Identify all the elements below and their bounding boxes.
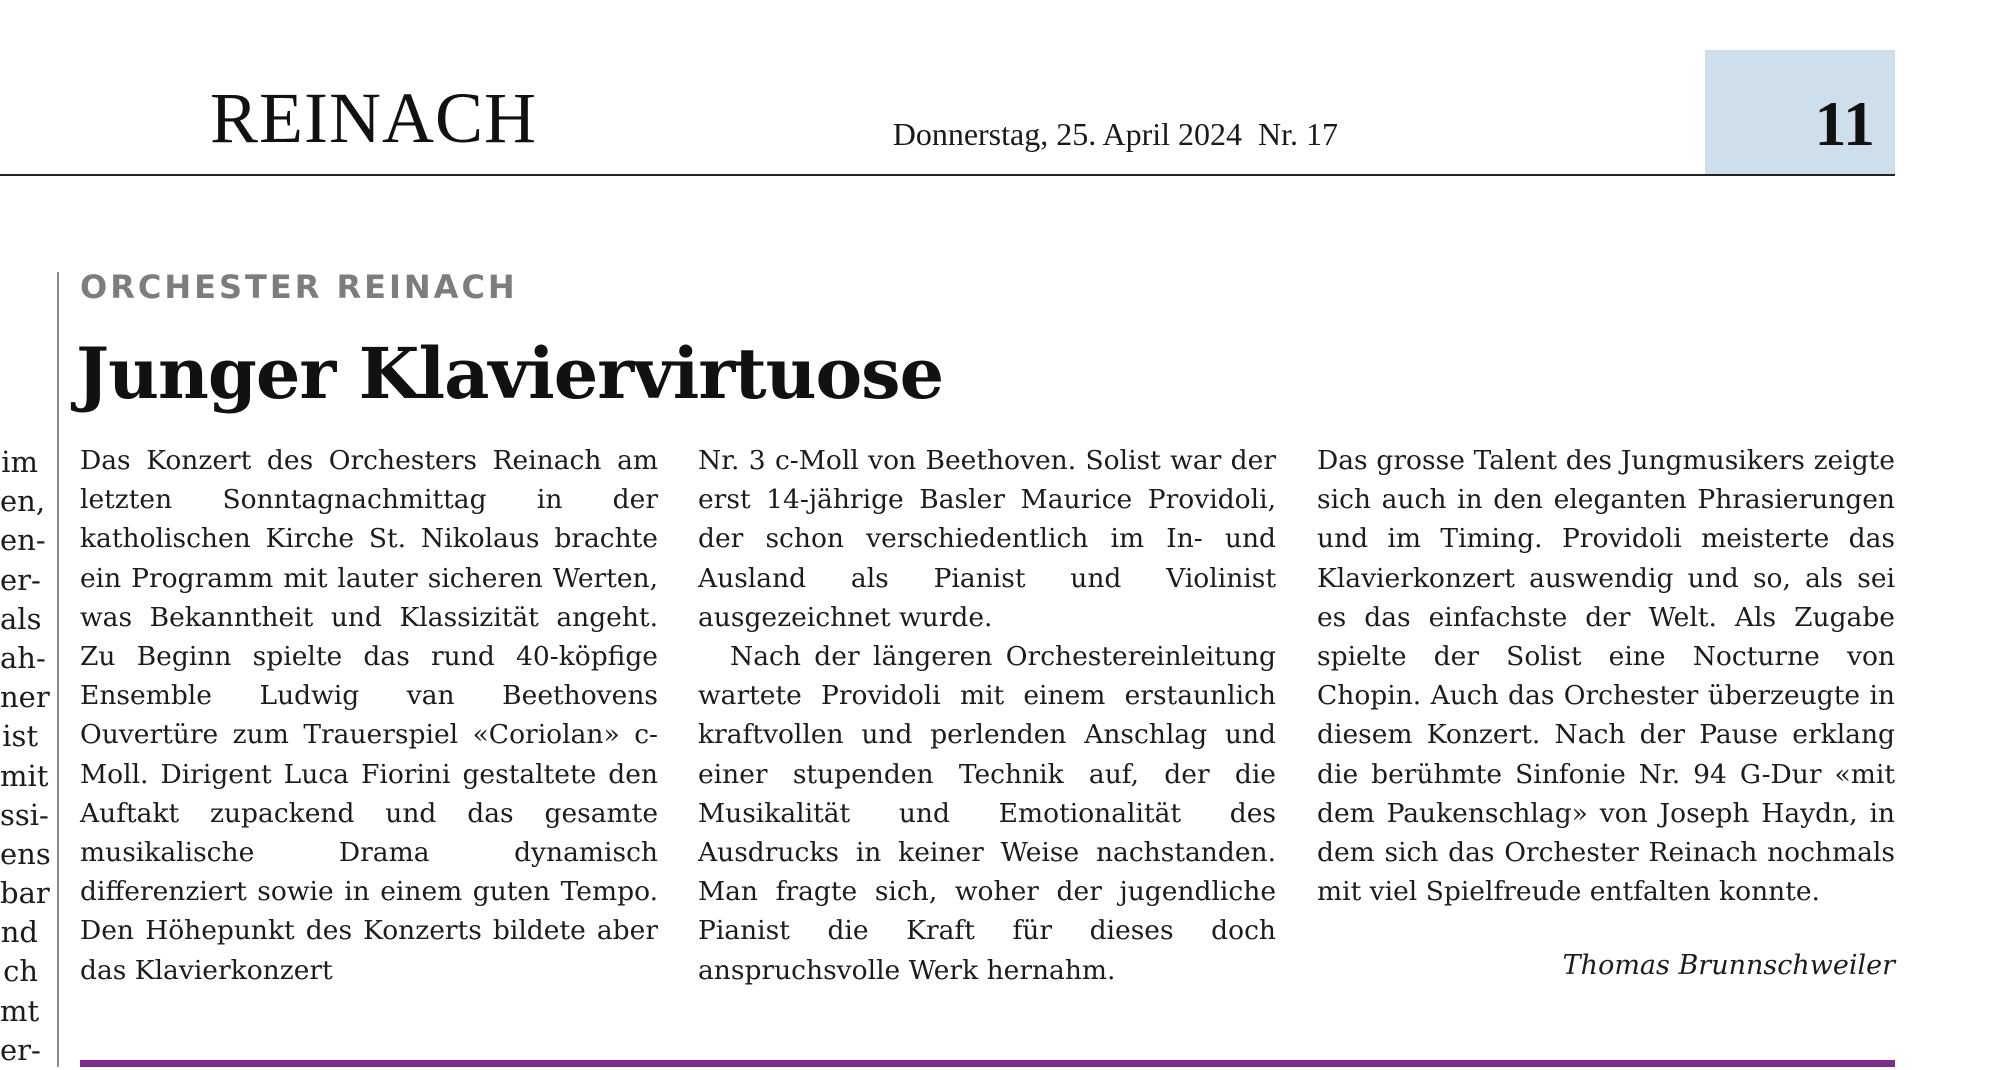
- previous-article-fragment: ist: [2, 719, 38, 754]
- previous-article-fragment: im: [1, 445, 38, 479]
- previous-article-fragment: ner: [0, 680, 50, 715]
- page-number-box: [1705, 50, 1895, 175]
- previous-article-fragment: bar: [0, 876, 50, 911]
- author-byline: Thomas Brunnschweiler: [1562, 950, 1895, 981]
- previous-article-fragment: ens: [0, 836, 51, 871]
- previous-article-fragment: ch: [3, 954, 38, 989]
- footer-rule: [80, 1060, 1895, 1067]
- previous-article-fragment: mit: [0, 758, 49, 793]
- page-header: [0, 0, 1998, 176]
- article-paragraph: Nr. 3 c-Moll von Beethoven. Solist war der erst 14-jährige Basler Maurice Providoli, der schon verschiedentlich im In- und Ausland als Pianist und Violinist ausgezeichnet wurde.: [698, 445, 1276, 633]
- issue-date: Donnerstag, 25. April 2024: [892, 116, 1242, 152]
- previous-article-fragment: ah-: [0, 640, 46, 675]
- article-paragraph: Das Konzert des Orchesters Reinach am letzten Sonntagnachmittag in der katholischen Kirche St. Nikolaus brachte ein Programm mit lauter sicheren Werten, was Bekanntheit und Klassizität angeht. Zu Beginn spielte das rund 40-köpfige Ensemble Ludwig van Beethovens Ouvertüre zum Trauerspiel «Coriolan» c-Moll. Dirigent Luca Fiorini gestaltete den Auftakt zupackend und das gesamte musikalische Drama dynamisch differenziert sowie in einem guten Tempo. Den Höhepunkt des Konzerts bildete aber das Klavierkonzert: [80, 445, 658, 986]
- previous-article-fragment: er-: [0, 562, 41, 597]
- previous-article-fragment: nd: [0, 915, 38, 950]
- previous-article-fragment: en-: [0, 523, 46, 558]
- article-paragraph: Das grosse Talent des Jungmusikers zeigte sich auch in den eleganten Phrasierungen und im Timing. Providoli meisterte das Klavierkonzert auswendig und so, als sei es das einfachste der Welt. Als Zugabe spielte der Solist eine Nocturne von Chopin. Auch das Orchester überzeugte in diesem Konzert. Nach der Pause erklang die berühmte Sinfonie Nr. 94 G-Dur «mit dem Paukenschlag» von Joseph Haydn, in dem sich das Orchester Reinach nochmals mit viel Spielfreude entfalten konnte.: [1317, 445, 1895, 908]
- column-divider: [57, 272, 59, 1067]
- previous-article-column: [0, 443, 51, 1070]
- article-headline: Junger Klaviervirtuose: [76, 332, 944, 415]
- article-column-3: [1317, 441, 1895, 911]
- previous-article-fragment: ssi-: [0, 797, 49, 832]
- previous-article-fragment: mt: [0, 993, 40, 1028]
- article-column-1: [80, 441, 658, 990]
- previous-article-fragment: er-: [0, 1032, 41, 1067]
- previous-article-fragment: als: [0, 601, 42, 636]
- section-title: REINACH: [210, 78, 537, 158]
- issue-number: Nr. 17: [1258, 116, 1338, 152]
- previous-article-fragment: en,: [0, 484, 46, 519]
- article-kicker: ORCHESTER REINACH: [80, 268, 518, 306]
- issue-info: [893, 118, 1338, 150]
- header-rule: [0, 174, 1895, 176]
- article-paragraph: Nach der längeren Orchestereinleitung wartete Providoli mit einem erstaunlich kraftvollen und perlenden Anschlag und einer stupenden Technik auf, der die Musikalität und Emotionalität des Ausdrucks in keiner Weise nachstanden. Man fragte sich, woher der jugendliche Pianist die Kraft für dieses doch anspruchsvolle Werk hernahm.: [698, 641, 1276, 986]
- article-column-2: [698, 441, 1276, 990]
- page-number: 11: [1814, 88, 1875, 159]
